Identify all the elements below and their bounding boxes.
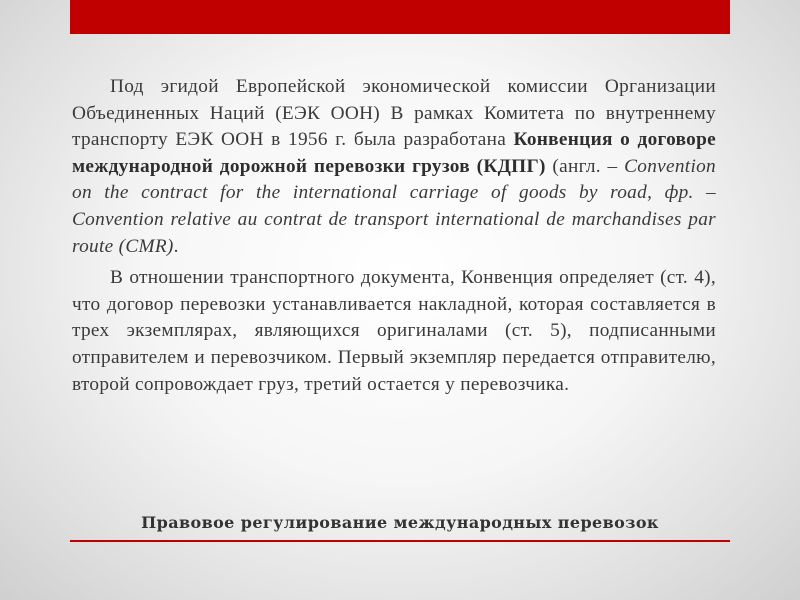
paragraph-end: . bbox=[173, 235, 179, 257]
convention-english-title: Convention on the contract for the international carriage of goods by road bbox=[72, 155, 716, 204]
top-accent-bar bbox=[70, 0, 730, 34]
convention-title: Конвенция о договоре международной дорожной перевозки грузов (КДПГ) bbox=[72, 129, 716, 177]
footer-divider bbox=[70, 540, 730, 542]
separator-comma: , bbox=[647, 182, 665, 204]
paragraph-convention bbox=[72, 74, 716, 260]
slide-body bbox=[72, 74, 716, 398]
french-prefix: фр. bbox=[664, 182, 694, 204]
paragraph-transport-document: В отношении транспортного документа, Конвенция определяет (ст. 4), что договор перевозки устанавливается накладной, которая составляется в трех экземплярах, являющихся оригиналами (ст. 5), подписанными отправителем и перевозчиком. Первый экземпляр передается отправителю, второй сопровождает груз, третий остается у перевозчика. bbox=[72, 267, 716, 395]
english-prefix: (англ. – bbox=[545, 155, 625, 177]
convention-french-title: Convention relative au contrat de transport international de marchandises par route (CMR) bbox=[72, 208, 716, 257]
separator-dash: – bbox=[693, 182, 716, 204]
slide-footer-title: Правовое регулирование международных перевозок bbox=[141, 513, 659, 532]
paragraph-convention-intro: Под эгидой Европейской экономической комиссии Организации Объединенных Наций (ЕЭК ООН) В рамках Комитета по внутреннему транспорту ЕЭК ООН в 1956 г. была разработана bbox=[72, 76, 716, 151]
